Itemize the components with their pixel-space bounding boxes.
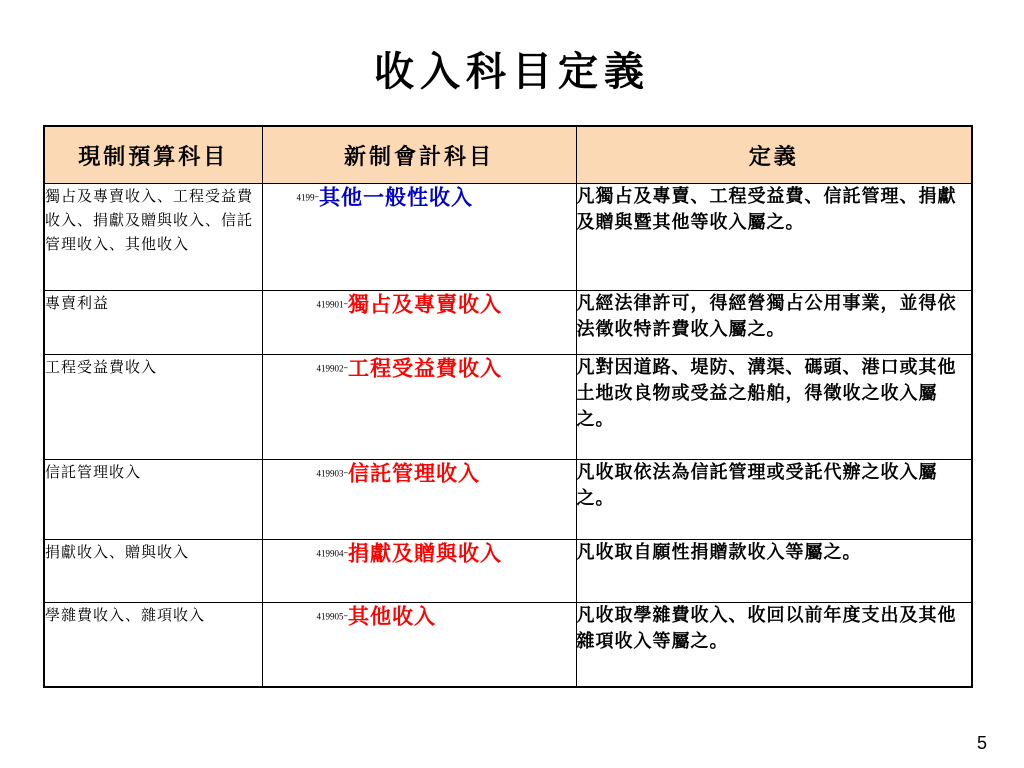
header-new-accounting-item: 新制會計科目: [262, 126, 576, 184]
definition-cell: 凡收取依法為信託管理或受託代辦之收入屬之。: [576, 460, 972, 540]
new-item-cell: [262, 603, 576, 687]
account-code: 419903: [316, 468, 344, 479]
new-item-name: 捐獻及贈與收入: [348, 540, 502, 566]
old-item-cell: 捐獻收入、贈與收入: [44, 540, 262, 603]
code-dash: –: [343, 611, 348, 622]
definition-cell: 凡對因道路、堤防、溝渠、碼頭、港口或其他土地改良物或受益之船舶，得徵收之收入屬之。: [576, 355, 972, 460]
definition-cell: 凡經法律許可，得經營獨占公用事業，並得依法徵收特許費收入屬之。: [576, 291, 972, 355]
new-item-cell: [262, 184, 576, 291]
old-item-cell: 學雜費收入、雜項收入: [44, 603, 262, 687]
account-code: 419902: [316, 363, 344, 374]
table-header-row: [44, 126, 972, 184]
new-item-name: 工程受益費收入: [348, 355, 502, 381]
definition-cell: 凡獨占及專賣、工程受益費、信託管理、捐獻及贈與暨其他等收入屬之。: [576, 184, 972, 291]
old-item-cell: 信託管理收入: [44, 460, 262, 540]
code-dash: –: [343, 363, 348, 374]
account-code: 419904: [316, 548, 344, 559]
page-title: 收入科目定義: [374, 48, 650, 95]
account-code: 419905: [316, 611, 344, 622]
new-item-name: 其他一般性收入: [319, 184, 473, 210]
table-row: [44, 603, 972, 687]
old-item-cell: 獨占及專賣收入、工程受益費收入、捐獻及贈與收入、信託管理收入、其他收入: [44, 184, 262, 291]
old-item-cell: 工程受益費收入: [44, 355, 262, 460]
new-item-name: 其他收入: [348, 603, 436, 629]
header-definition: 定義: [576, 126, 972, 184]
account-code: 4199: [296, 192, 315, 203]
table-row: [44, 460, 972, 540]
new-item-cell: [262, 460, 576, 540]
code-dash: –: [343, 468, 348, 479]
table-row: [44, 291, 972, 355]
new-item-cell: [262, 355, 576, 460]
new-item-cell: [262, 540, 576, 603]
code-dash: –: [343, 299, 348, 310]
code-dash: –: [343, 548, 348, 559]
definition-cell: 凡收取自願性捐贈款收入等屬之。: [576, 540, 972, 603]
table-row: [44, 355, 972, 460]
new-item-name: 獨占及專賣收入: [348, 291, 502, 317]
new-item-name: 信託管理收入: [348, 460, 480, 486]
header-current-budget-item: 現制預算科目: [44, 126, 262, 184]
code-dash: –: [314, 192, 319, 203]
old-item-cell: 專賣利益: [44, 291, 262, 355]
page-number: 5: [976, 733, 987, 753]
table-row: [44, 540, 972, 603]
definition-cell: 凡收取學雜費收入、收回以前年度支出及其他雜項收入等屬之。: [576, 603, 972, 687]
account-code: 419901: [316, 299, 344, 310]
revenue-definitions-table: [43, 125, 973, 688]
table-row: [44, 184, 972, 291]
new-item-cell: [262, 291, 576, 355]
